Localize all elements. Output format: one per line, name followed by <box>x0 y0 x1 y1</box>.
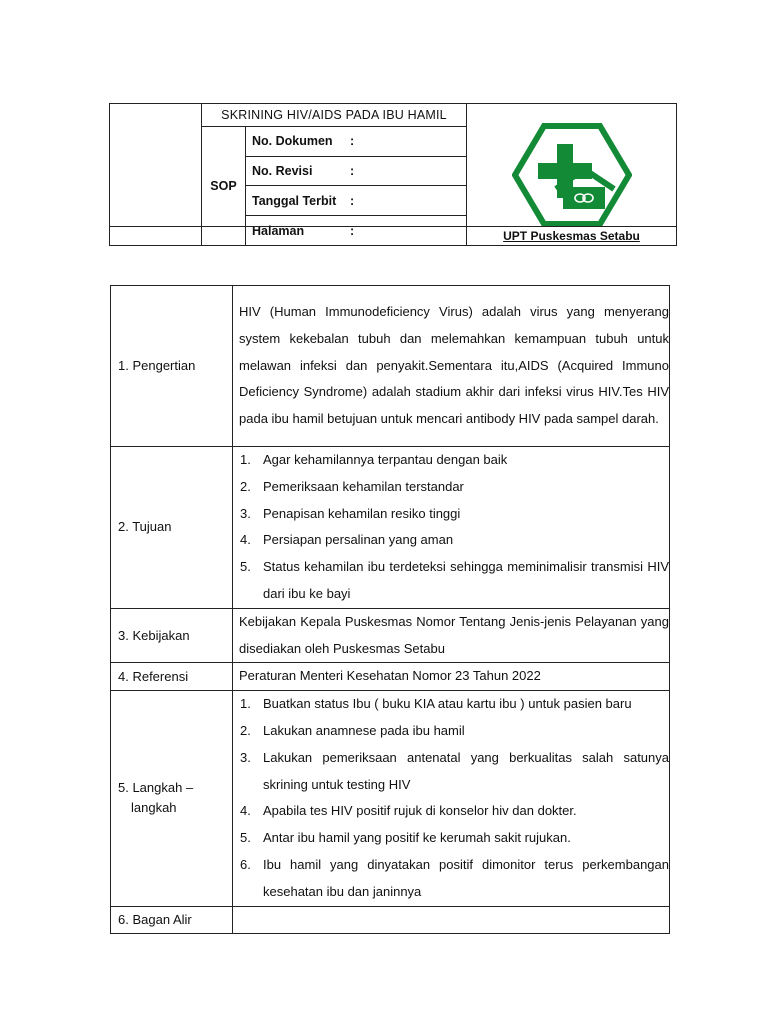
label-kebijakan: 3. Kebijakan <box>111 608 233 663</box>
content-pengertian <box>233 286 670 447</box>
row-kebijakan <box>111 608 670 663</box>
list-item: 5. Antar ibu hamil yang positif ke kerumah sakit rujukan. <box>240 830 571 846</box>
row-langkah <box>111 691 670 906</box>
row-tujuan <box>111 447 670 609</box>
kebijakan-text: Kebijakan Kepala Puskesmas Nomor Tentang Jenis-jenis Pelayanan yang disediakan oleh Puskesmas Setabu <box>239 613 669 656</box>
list-item: 5. Status kehamilan ibu terdeteksi sehingga meminimalisir transmisi HIV dari ibu ke bayi <box>240 559 669 601</box>
footer-blank-cell-2 <box>202 227 467 246</box>
label-bagan-alir: 6. Bagan Alir <box>111 906 233 933</box>
tujuan-list <box>239 447 669 608</box>
organization-name: UPT Puskesmas Setabu <box>467 227 677 246</box>
sop-content-table <box>110 285 670 934</box>
sop-label: SOP <box>202 126 246 245</box>
header-blank-cell <box>110 104 202 246</box>
puskesmas-logo-icon <box>467 123 676 227</box>
label-langkah: 5. Langkah – langkah <box>111 691 233 906</box>
list-item: 4. Apabila tes HIV positif rujuk di konselor hiv dan dokter. <box>240 803 577 819</box>
field-no-revisi: No. Revisi : <box>246 156 467 186</box>
list-item: 3. Penapisan kehamilan resiko tinggi <box>240 505 461 521</box>
list-item: 2. Pemeriksaan kehamilan terstandar <box>240 478 464 494</box>
label-referensi: 4. Referensi <box>111 663 233 691</box>
field-halaman: Halaman : <box>246 216 467 246</box>
sop-header-footer-row <box>109 226 677 246</box>
field-no-dokumen: No. Dokumen : <box>246 126 467 156</box>
langkah-list <box>239 691 669 905</box>
footer-blank-cell-1 <box>110 227 202 246</box>
content-tujuan <box>233 447 670 609</box>
pengertian-text: HIV (Human Immunodeficiency Virus) adalah virus yang menyerang system kekebalan tubuh dan melemahkan kemampuan tubuh untuk melawan infeksi dan penyakit.Sementara itu,AIDS (Acquired Immuno Deficiency Syndrome) adalah stadium akhir dari infeksi virus HIV.Tes HIV pada ibu hamil betujuan untuk mencari antibody HIV pada sampel darah. <box>239 304 669 427</box>
list-item: 3. Lakukan pemeriksaan antenatal yang berkualitas salah satunya skrining untuk testing HIV <box>240 749 669 792</box>
content-kebijakan <box>233 608 670 663</box>
list-item: 1. Buatkan status Ibu ( buku KIA atau kartu ibu ) untuk pasien baru <box>240 696 632 712</box>
label-tujuan: 2. Tujuan <box>111 447 233 609</box>
field-tanggal-terbit: Tanggal Terbit : <box>246 186 467 216</box>
logo-cell <box>467 104 677 246</box>
label-pengertian: 1. Pengertian <box>111 286 233 447</box>
content-langkah <box>233 691 670 906</box>
row-referensi <box>111 663 670 691</box>
list-item: 2. Lakukan anamnese pada ibu hamil <box>240 722 465 738</box>
list-item: 6. Ibu hamil yang dinyatakan positif dimonitor terus perkembangan kesehatan ibu dan janinnya <box>240 856 669 899</box>
content-bagan-alir <box>233 906 670 933</box>
content-referensi <box>233 663 670 691</box>
document-title: SKRINING HIV/AIDS PADA IBU HAMIL <box>202 104 467 127</box>
referensi-text: Peraturan Menteri Kesehatan Nomor 23 Tahun 2022 <box>239 668 541 684</box>
sop-header-table <box>109 103 677 246</box>
row-pengertian <box>111 286 670 447</box>
row-bagan-alir <box>111 906 670 933</box>
list-item: 4. Persiapan persalinan yang aman <box>240 532 454 548</box>
list-item: 1. Agar kehamilannya terpantau dengan baik <box>240 452 508 467</box>
